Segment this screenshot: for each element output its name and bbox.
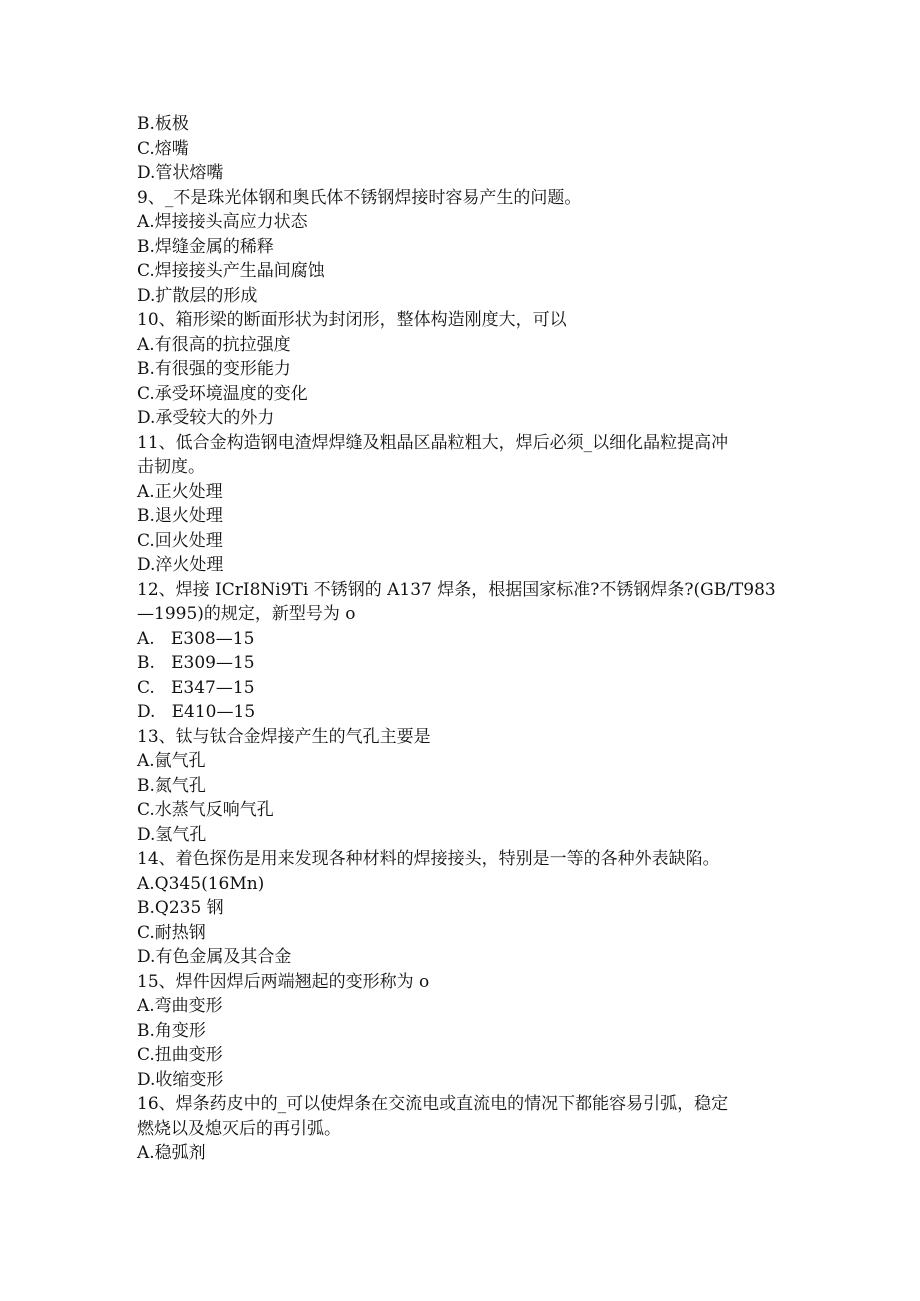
option-line: A.有很高的抗拉强度 (137, 334, 291, 355)
option-line: B.板极 (137, 114, 189, 134)
document-body (137, 112, 797, 1166)
option-line: B.有很强的变形能力 (137, 359, 291, 379)
question-11-cont: 击韧度。 (137, 457, 205, 477)
option-line: D.收缩变形 (137, 1069, 224, 1090)
question-11: 11、低合金构造钢电渣焊焊缝及粗晶区晶粒粗大，焊后必须_以细化晶粒提高冲 (137, 432, 729, 453)
question-13: 13、钛与钛合金焊接产生的气孔主要是 (137, 726, 431, 747)
option-line: C.熔嘴 (137, 138, 189, 159)
question-10: 10、箱形梁的断面形状为封闭形，整体构造刚度大，可以 (137, 310, 567, 330)
option-line: C.承受环境温度的变化 (137, 383, 308, 404)
option-line: C.焊接接头产生晶间腐蚀 (137, 261, 325, 281)
option-line: A.Q345(16Mn) (137, 873, 265, 894)
option-line: A.弯曲变形 (137, 996, 223, 1016)
question-15: 15、焊件因焊后两端翘起的变形称为 o (137, 971, 430, 992)
option-line: D. E410—15 (137, 702, 256, 722)
option-line: B. E309—15 (137, 653, 255, 673)
question-16-cont: 燃烧以及熄灭后的再引弧。 (137, 1118, 341, 1139)
question-12: 12、焊接 ICrI8Ni9Ti 不锈钢的 A137 焊条，根据国家标准?不锈钢焊条?(GB/T983 (137, 579, 776, 600)
option-line: B.角变形 (137, 1020, 206, 1041)
option-line: D.管状熔嘴 (137, 163, 224, 183)
option-line: C.耐热钢 (137, 922, 206, 943)
option-line: C. E347—15 (137, 677, 255, 698)
option-line: D.扩散层的形成 (137, 285, 258, 306)
question-14: 14、着色探伤是用来发现各种材料的焊接接头，特别是一等的各种外表缺陷。 (137, 849, 720, 869)
option-line: D.有色金属及其合金 (137, 947, 292, 967)
question-16: 16、焊条药皮中的_可以使焊条在交流电或直流电的情况下都能容易引弧，稳定 (137, 1094, 729, 1114)
option-line: B.Q235 钢 (137, 898, 224, 918)
option-line: D.氢气孔 (137, 824, 207, 845)
option-line: A.氤气孔 (137, 751, 206, 771)
option-line: B.退火处理 (137, 506, 223, 526)
option-line: C.回火处理 (137, 530, 223, 551)
option-line: D.承受较大的外力 (137, 408, 275, 428)
option-line: A.焊接接头高应力状态 (137, 212, 308, 232)
option-line: B.焊缝金属的稀释 (137, 236, 274, 257)
option-line: D.淬火处理 (137, 555, 224, 575)
option-line: A.稳弧剂 (137, 1143, 206, 1163)
question-12-cont: —1995)的规定，新型号为 o (137, 604, 356, 624)
option-line: C.扭曲变形 (137, 1045, 223, 1065)
question-9: 9、_不是珠光体钢和奥氏体不锈钢焊接时容易产生的问题。 (137, 187, 582, 208)
option-line: A.正火处理 (137, 481, 223, 502)
option-line: A. E308—15 (137, 628, 255, 649)
option-line: C.水蒸气反响气孔 (137, 800, 274, 820)
option-line: B.氮气孔 (137, 775, 206, 796)
